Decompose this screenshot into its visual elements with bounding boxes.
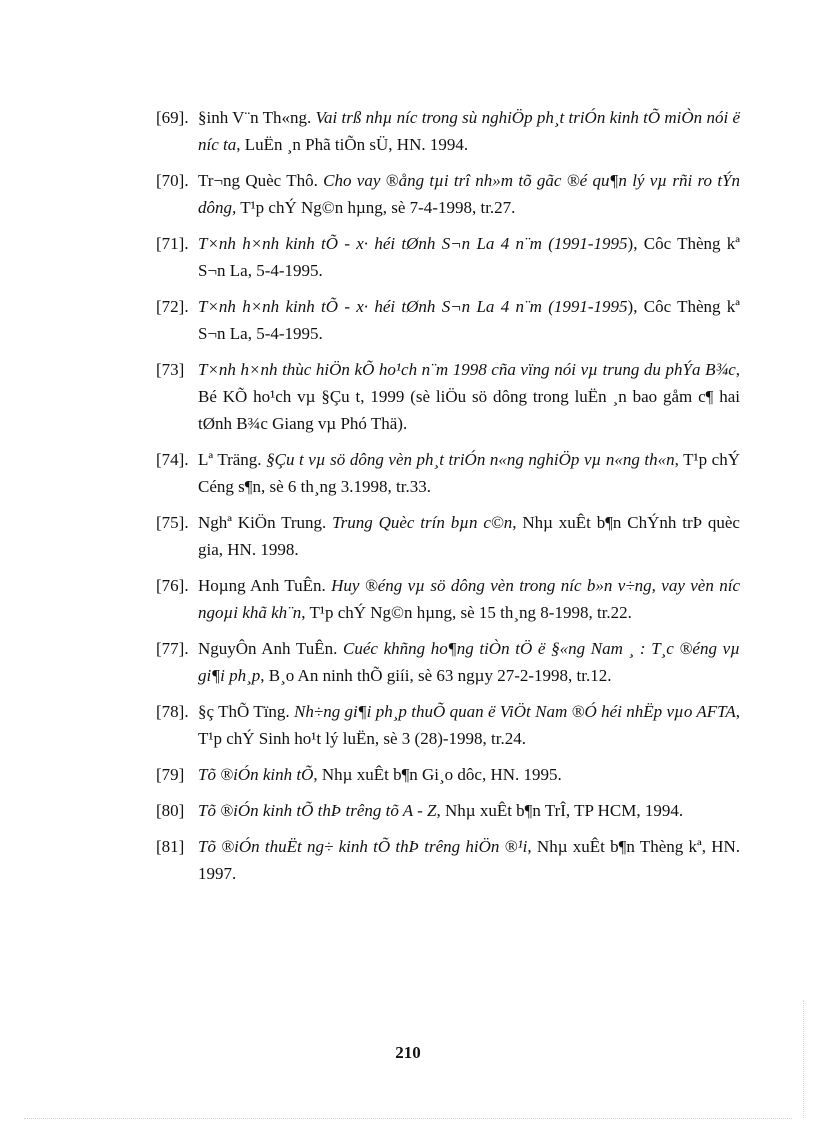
reference-item-70 (156, 167, 740, 221)
reference-item-79 (156, 761, 740, 788)
reference-title: Nh÷ng gi¶i ph¸p thuÕ quan ë ViÖt Nam ®Ó héi nhËp vµo AFTA (294, 702, 736, 721)
reference-number: [80] (156, 801, 185, 820)
reference-author: Tr¬ng Quèc Thô. (198, 171, 324, 190)
reference-number: [74]. (156, 450, 189, 469)
page-number: 210 (395, 1043, 421, 1062)
reference-details: , T¹p chÝ Ng©n hµng, sè 15 th¸ng 8-1998, tr.22. (301, 603, 632, 622)
reference-number: [71]. (156, 234, 189, 253)
reference-title: Tõ ®iÓn kinh tÕ (198, 765, 314, 784)
reference-author: §inh V¨n Th«ng. (198, 108, 316, 127)
reference-item-75 (156, 509, 740, 563)
reference-item-74 (156, 446, 740, 500)
reference-item-78 (156, 698, 740, 752)
reference-number: [69]. (156, 108, 189, 127)
reference-item-76 (156, 572, 740, 626)
reference-details: , LuËn ¸n Phã tiÕn sÜ, HN. 1994. (236, 135, 469, 154)
reference-details: , Nhµ xuÊt b¶n TrÎ, TP HCM, 1994. (436, 801, 684, 820)
reference-author: Nghª KiÖn Trung. (198, 513, 333, 532)
reference-title: Tõ ®iÓn thuËt ng÷ kinh tÕ thÞ trêng hiÖn ®¹i (198, 837, 528, 856)
page-right-edge (803, 1000, 804, 1118)
reference-details: ), Côc Thèng kª S¬n La, 5-4-1995. (198, 234, 741, 280)
reference-details: , Nhµ xuÊt b¶n ChÝnh trÞ quèc gia, HN. 1998. (198, 513, 740, 559)
reference-number: [75]. (156, 513, 189, 532)
reference-title: T×nh h×nh kinh tÕ - x· héi tØnh S¬n La 4 n¨m (1991-1995 (198, 297, 628, 316)
reference-item-81 (156, 833, 740, 887)
reference-details: T¹p chÝ Ng©n hµng, sè 7-4-1998, tr.27. (236, 198, 516, 217)
reference-number: [79] (156, 765, 185, 784)
reference-number: [73] (156, 360, 185, 379)
reference-title: Tõ ®iÓn kinh tÕ thÞ trêng tõ A - Z (198, 801, 437, 820)
reference-item-80 (156, 797, 740, 824)
reference-author: §ç ThÕ Tïng. (198, 702, 295, 721)
reference-number: [78]. (156, 702, 189, 721)
reference-details: , Nhµ xuÊt b¶n Gi¸o dôc, HN. 1995. (313, 765, 562, 784)
reference-title: Huy ®éng vµ sö dông vèn trong níc b»n v÷ng, vay vèn níc ngoµi khã kh¨n (198, 576, 740, 622)
reference-item-69 (156, 104, 740, 158)
reference-number: [70]. (156, 171, 189, 190)
reference-item-72 (156, 293, 740, 347)
reference-list (156, 104, 740, 896)
reference-title: Cuéc khñng ho¶ng tiÒn tÖ ë §«ng Nam ¸ : T¸c ®éng vµ gi¶i ph¸p (198, 639, 740, 685)
reference-title: Vai trß nhµ níc trong sù nghiÖp ph¸t triÓn kinh tÕ miÒn nói ë níc ta (198, 108, 740, 154)
reference-details: , T¹p chÝ Céng s¶n, sè 6 th¸ng 3.1998, tr.33. (198, 450, 741, 496)
reference-number: [76]. (156, 576, 189, 595)
reference-details: , T¹p chÝ Sinh ho¹t lý luËn, sè 3 (28)-1998, tr.24. (198, 702, 740, 748)
reference-item-77 (156, 635, 740, 689)
reference-details: , B¸o An ninh thÕ giíi, sè 63 ngµy 27-2-1998, tr.12. (260, 666, 612, 685)
reference-number: [72]. (156, 297, 189, 316)
reference-title: Cho vay ®ång tµi trî nh»m tõ gãc ®é qu¶n lý vµ rñi ro tÝn dông, (198, 171, 741, 217)
reference-author: NguyÔn Anh TuÊn. (198, 639, 343, 658)
reference-details: ), Côc Thèng kª S¬n La, 5-4-1995. (198, 297, 741, 343)
reference-number: [77]. (156, 639, 189, 658)
reference-title: Trung Quèc trín bµn c©n (332, 513, 513, 532)
reference-number: [81] (156, 837, 185, 856)
reference-details: , Bé KÕ ho¹ch vµ §Çu t, 1999 (sè liÖu sö dông trong luËn ¸n bao gåm c¶ hai tØnh B¾c Giang vµ Phó Thä). (198, 360, 740, 433)
reference-title: T×nh h×nh kinh tÕ - x· héi tØnh S¬n La 4 n¨m (1991-1995 (198, 234, 628, 253)
reference-details: , Nhµ xuÊt b¶n Thèng kª, HN. 1997. (198, 837, 741, 883)
page-bottom-divider (24, 1118, 792, 1119)
reference-title: T×nh h×nh thùc hiÖn kÕ ho¹ch n¨m 1998 cña vïng nói vµ trung du phÝa B¾c (198, 360, 736, 379)
reference-author: Lª Träng. (198, 450, 267, 469)
reference-author: Hoµng Anh TuÊn. (198, 576, 332, 595)
reference-title: §Çu t vµ sö dông vèn ph¸t triÓn n«ng nghiÖp vµ n«ng th«n (266, 450, 675, 469)
reference-item-71 (156, 230, 740, 284)
reference-item-73 (156, 356, 740, 437)
